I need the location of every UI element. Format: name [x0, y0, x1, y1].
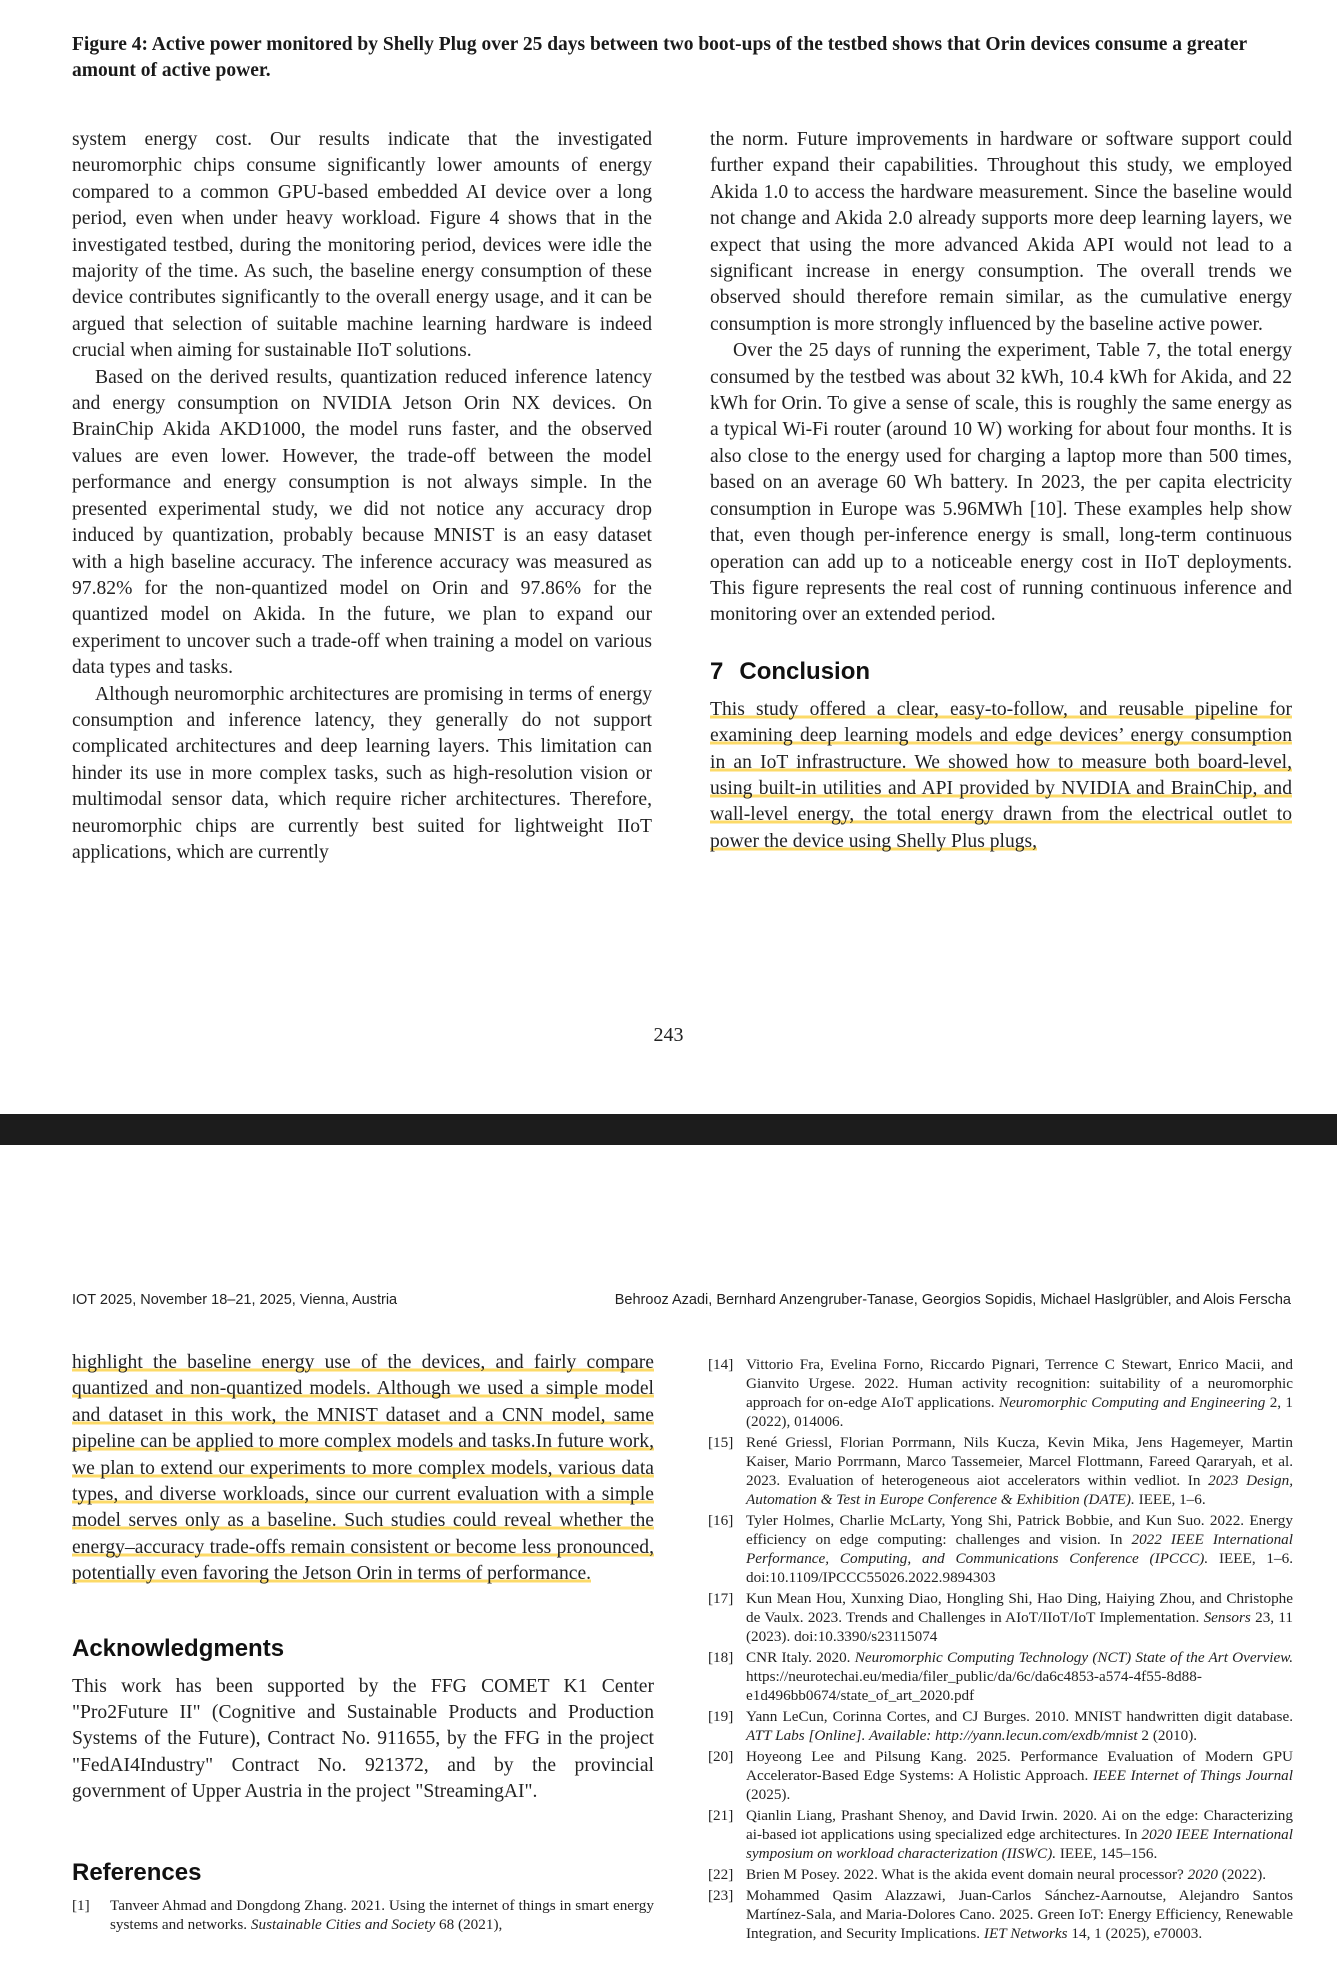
reference-item	[708, 1747, 1293, 1804]
paragraph: Although neuromorphic architectures are promising in terms of energy consumption and inference latency, they generally do not support complicated architectures and deep learning layers. This limitation can hinder its use in more complex tasks, such as high-resolution vision or multimodal sensor data, which require richer architectures. Therefore, neuromorphic chips are currently best suited for lightweight IIoT applications, which are currently	[72, 683, 652, 863]
reference-text: Brien M Posey. 2022. What is the akida event domain neural processor? 2020 (2022).	[746, 1866, 1267, 1883]
acknowledgments-text: This work has been supported by the FFG COMET K1 Center "Pro2Future II" (Cognitive and Sustainable Products and Production Systems of the Future), Contract No. 911655, by the FFG in the project "FedAI4Industry" Contract No. 921372, and by the provincial government of Upper Austria in the project "StreamingAI".	[72, 1675, 654, 1803]
reference-text: René Griessl, Florian Porrmann, Nils Kucza, Kevin Mika, Jens Hagemeyer, Martin Kaiser, Mario Porrmann, Marco Tassemeier, Marcel Flottmann, Fareed Qararyah, et al. 2023. Evaluation of heterogeneous aiot accelerators within vedliot. In 2023 Design, Automation & Test in Europe Conference & Exhibition (DATE). IEEE, 1–6.	[746, 1434, 1293, 1508]
reference-number: [20]	[708, 1748, 734, 1765]
reference-item	[708, 1589, 1293, 1646]
reference-item	[708, 1433, 1293, 1509]
reference-number: [21]	[708, 1807, 734, 1824]
reference-number: [23]	[708, 1887, 734, 1904]
left-column	[72, 127, 652, 866]
reference-text: Kun Mean Hou, Xunxing Diao, Hongling Shi, Hao Ding, Haiying Zhou, and Christophe de Vaulx. 2023. Trends and Challenges in AIoT/IIoT/IoT Implementation. Sensors 23, 11 (2023). doi:10.3390/s23115074	[746, 1590, 1293, 1645]
paragraph: the norm. Future improvements in hardware or software support could further expand their capabilities. Throughout this study, we employed Akida 1.0 to access the hardware measurement. Since the baseline would not change and Akida 2.0 already supports more deep learning layers, we expect that using the more advanced Akida API would not lead to a significant increase in energy consumption. The overall trends we observed should therefore remain similar, as the cumulative energy consumption is more strongly influenced by the baseline active power.	[710, 129, 1292, 335]
reference-number: [17]	[708, 1590, 734, 1607]
reference-number: [1]	[72, 1896, 90, 1914]
acknowledgments-heading: Acknowledgments	[72, 1634, 285, 1662]
references-heading: References	[72, 1858, 202, 1886]
references-list	[708, 1355, 1293, 1945]
page2-left-column	[72, 1350, 654, 1936]
reference-item	[708, 1511, 1293, 1587]
section-heading	[710, 657, 1292, 687]
reference-text: Qianlin Liang, Prashant Shenoy, and David Irwin. 2020. Ai on the edge: Characterizing ai-based iot applications using specialized edge architectures. In 2020 IEEE International symposium on workload characterization (IISWC). IEEE, 145–156.	[746, 1807, 1293, 1862]
reference-text: Tanveer Ahmad and Dongdong Zhang. 2021. Using the internet of things in smart energy systems and networks. Sustainable Cities and Society 68 (2021),	[110, 1896, 654, 1933]
reference-text: Vittorio Fra, Evelina Forno, Riccardo Pignari, Terrence C Stewart, Enrico Macii, and Gianvito Urgese. 2022. Human activity recognition: suitability of a neuromorphic approach for on-edge AIoT applications. Neuromorphic Computing and Engineering 2, 1 (2022), 014006.	[746, 1356, 1294, 1430]
page-number: 243	[653, 1024, 684, 1046]
running-head-left: IOT 2025, November 18–21, 2025, Vienna, Austria	[72, 1292, 398, 1308]
reference-item	[708, 1707, 1293, 1745]
reference-item	[708, 1865, 1293, 1884]
reference-number: [14]	[708, 1356, 734, 1373]
right-column	[710, 127, 1292, 855]
conclusion-paragraph	[710, 697, 1292, 855]
reference-item	[708, 1648, 1293, 1705]
reference-text: Mohammed Qasim Alazzawi, Juan-Carlos Sánchez-Aarnoutse, Alejandro Santos Martínez-Sala, and Maria-Dolores Cano. 2025. Green IoT: Energy Efficiency, Renewable Integration, and Security Implications. IET Networks 14, 1 (2025), e70003.	[746, 1887, 1293, 1942]
reference-text: Hoyeong Lee and Pilsung Kang. 2025. Performance Evaluation of Modern GPU Accelerator-Based Edge Systems: A Holistic Approach. IEEE Internet of Things Journal (2025).	[746, 1748, 1293, 1803]
reference-number: [22]	[708, 1866, 734, 1883]
reference-number: [18]	[708, 1649, 734, 1666]
conclusion-continued	[72, 1350, 654, 1588]
reference-number: [15]	[708, 1434, 734, 1451]
figure-caption: Figure 4: Active power monitored by Shelly Plug over 25 days between two boot-ups of the testbed shows that Orin devices consume a greater amount of active power.	[72, 34, 1247, 81]
section-title: Conclusion	[739, 657, 871, 685]
reference-text: CNR Italy. 2020. Neuromorphic Computing Technology (NCT) State of the Art Overview. https://neurotechai.eu/media/filer_public/da/6c/da6c4853-a574-4f55-8d88-e1d496bb0674/state_of_art_2020.pdf	[746, 1649, 1293, 1704]
reference-text: Tyler Holmes, Charlie McLarty, Yong Shi, Patrick Bobbie, and Kun Suo. 2022. Energy efficiency on edge computing: challenges and vision. In 2022 IEEE International Performance, Computing, and Communications Conference (IPCCC). IEEE, 1–6. doi:10.1109/IPCCC55026.2022.9894303	[746, 1512, 1294, 1586]
page-divider	[0, 1114, 1337, 1145]
reference-text: Yann LeCun, Corinna Cortes, and CJ Burges. 2010. MNIST handwritten digit database. ATT Labs [Online]. Available: http://yann.lecun.com/exdb/mnist 2 (2010).	[746, 1708, 1293, 1744]
reference-item	[708, 1355, 1293, 1431]
reference-item	[72, 1896, 654, 1934]
reference-item	[708, 1886, 1293, 1943]
paragraph: Based on the derived results, quantization reduced inference latency and energy consumption on NVIDIA Jetson Orin NX devices. On BrainChip Akida AKD1000, the model runs faster, and the observed values are even lower. However, the trade-off between the model performance and energy consumption is not always simple. In the presented experimental study, we did not notice any accuracy drop induced by quantization, probably because MNIST is an easy dataset with a high baseline accuracy. The inference accuracy was measured as 97.82% for the non-quantized model on Orin and 97.86% for the quantized model on Akida. In the future, we plan to expand our experiment to uncover such a trade-off when training a model on various data types and tasks.	[72, 366, 652, 679]
paragraph: system energy cost. Our results indicate that the investigated neuromorphic chips consume significantly lower amounts of energy compared to a common GPU-based embedded AI device over a long period, even when under heavy workload. Figure 4 shows that in the investigated testbed, during the monitoring period, devices were idle the majority of the time. As such, the baseline energy consumption of these device contributes significantly to the overall energy usage, and it can be argued that selection of suitable machine learning hardware is indeed crucial when aiming for sustainable IIoT solutions.	[72, 129, 652, 362]
reference-number: [16]	[708, 1512, 734, 1529]
reference-number: [19]	[708, 1708, 734, 1725]
section-number: 7	[710, 657, 724, 685]
reference-item	[708, 1806, 1293, 1863]
running-head-right: Behrooz Azadi, Bernhard Anzengruber-Tanase, Georgios Sopidis, Michael Haslgrübler, and Alois Ferscha	[614, 1292, 1291, 1308]
paragraph: Over the 25 days of running the experiment, Table 7, the total energy consumed by the testbed was about 32 kWh, 10.4 kWh for Akida, and 22 kWh for Orin. To give a sense of scale, this is roughly the same energy as a typical Wi-Fi router (around 10 W) working for about four months. It is also close to the energy used for charging a laptop more than 500 times, based on an average 60 Wh battery. In 2023, the per capita electricity consumption in Europe was 5.96MWh [10]. These examples help show that, even though per-inference energy is small, long-term continuous operation can add up to a noticeable energy cost in IIoT deployments. This figure represents the real cost of running continuous inference and monitoring over an extended period.	[710, 340, 1292, 626]
highlighted-text: highlight the baseline energy use of the devices, and fairly compare quantized and non-quantized models. Although we used a simple model and dataset in this work, the MNIST dataset and a CNN model, same pipeline can be applied to more complex models and tasks.In future work, we plan to extend our experiments to more complex models, various data types, and diverse workloads, since our current evaluation with a simple model serves only as a baseline. Such studies could reveal whether the energy–accuracy trade-offs remain consistent or become less pronounced, potentially even favoring the Jetson Orin in terms of performance.	[72, 1352, 654, 1585]
highlighted-text: This study offered a clear, easy-to-follow, and reusable pipeline for examining deep learning models and edge devices’ energy consumption in an IoT infrastructure. We showed how to measure both board-level, using built-in utilities and API provided by NVIDIA and BrainChip, and wall-level energy, the total energy drawn from the electrical outlet to power the device using Shelly Plus plugs,	[710, 698, 1292, 852]
